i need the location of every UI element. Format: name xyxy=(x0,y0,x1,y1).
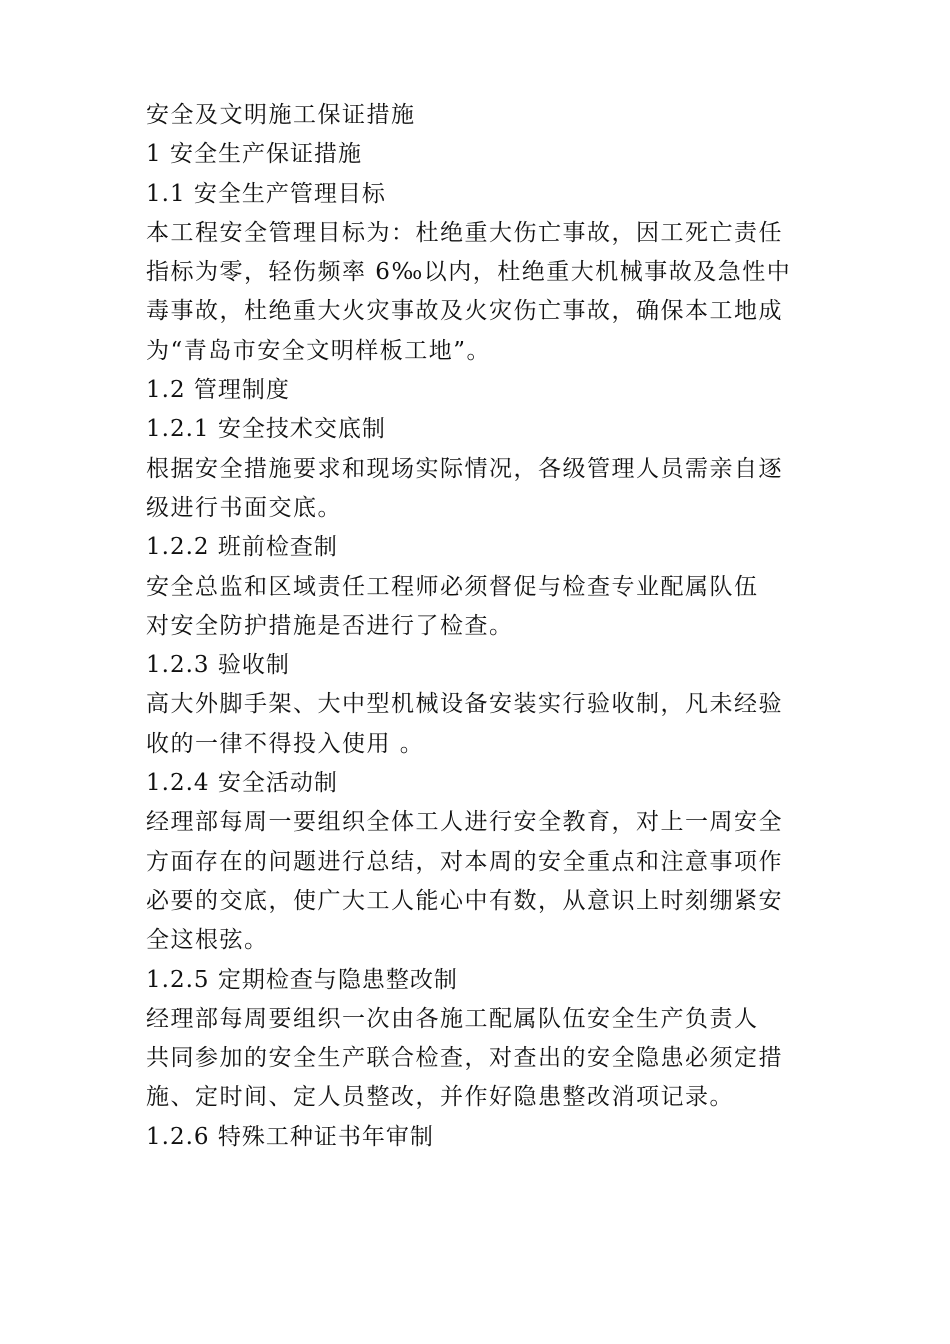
paragraph-line: 为“青岛市安全文明样板工地”。 xyxy=(146,337,492,364)
paragraph-line: 指标为零，轻伤频率 6‰以内，杜绝重大机械事故及急性中 xyxy=(146,259,792,286)
subsection-heading: 1.1 安全生产管理目标 xyxy=(146,180,386,207)
paragraph-line: 经理部每周要组织一次由各施工配属队伍安全生产负责人 xyxy=(146,1005,759,1032)
paragraph-line: 经理部每周一要组织全体工人进行安全教育，对上一周安全 xyxy=(146,809,783,836)
subsection-heading: 1.2.2 班前检查制 xyxy=(146,534,338,561)
paragraph-line: 高大外脚手架、大中型机械设备安装实行验收制，凡未经验 xyxy=(146,691,783,718)
paragraph-line: 共同参加的安全生产联合检查，对查出的安全隐患必须定措 xyxy=(146,1045,783,1072)
paragraph-line: 对安全防护措施是否进行了检查。 xyxy=(146,612,514,639)
paragraph-line: 安全总监和区域责任工程师必须督促与检查专业配属队伍 xyxy=(146,573,759,600)
subsection-heading: 1.2 管理制度 xyxy=(146,377,290,404)
paragraph-line: 方面存在的问题进行总结，对本周的安全重点和注意事项作 xyxy=(146,848,783,875)
document-body xyxy=(146,96,816,1157)
subsection-heading: 1.2.4 安全活动制 xyxy=(146,770,338,797)
paragraph-line: 必要的交底，使广大工人能心中有数，从意识上时刻绷紧安 xyxy=(146,887,783,914)
paragraph-line: 全这根弦。 xyxy=(146,927,269,954)
subsection-heading: 1.2.1 安全技术交底制 xyxy=(146,416,386,443)
paragraph-line: 级进行书面交底。 xyxy=(146,494,342,521)
section-heading: 1 安全生产保证措施 xyxy=(146,141,362,168)
paragraph-line: 收的一律不得投入使用 。 xyxy=(146,730,425,757)
subsection-heading: 1.2.6 特殊工种证书年审制 xyxy=(146,1123,434,1150)
paragraph-line: 根据安全措施要求和现场实际情况，各级管理人员需亲自逐 xyxy=(146,455,783,482)
paragraph-line: 毒事故，杜绝重大火灾事故及火灾伤亡事故，确保本工地成 xyxy=(146,298,783,325)
paragraph-line: 施、定时间、定人员整改，并作好隐患整改消项记录。 xyxy=(146,1084,734,1111)
paragraph-line: 本工程安全管理目标为：杜绝重大伤亡事故，因工死亡责任 xyxy=(146,219,783,246)
subsection-heading: 1.2.3 验收制 xyxy=(146,652,290,679)
document-title: 安全及文明施工保证措施 xyxy=(146,102,416,128)
subsection-heading: 1.2.5 定期检查与隐患整改制 xyxy=(146,966,458,993)
